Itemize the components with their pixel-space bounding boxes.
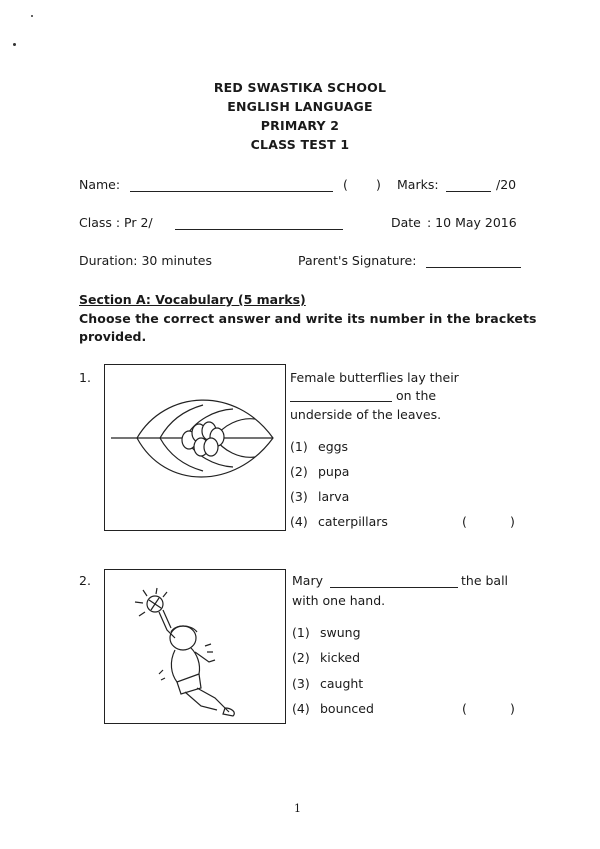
- section-title: Section A: Vocabulary (5 marks): [79, 292, 306, 307]
- register-bracket-open: (: [343, 177, 348, 192]
- option[interactable]: [292, 676, 363, 691]
- option[interactable]: [290, 514, 388, 529]
- option[interactable]: [292, 625, 361, 640]
- option-text: caterpillars: [318, 514, 388, 529]
- answer-bracket-close[interactable]: ): [510, 514, 515, 529]
- option-number: (1): [292, 625, 310, 640]
- question-text-line2: with one hand.: [292, 593, 386, 608]
- option-number: (4): [290, 514, 308, 529]
- option-number: (2): [290, 464, 308, 479]
- option-text: swung: [320, 625, 361, 640]
- section-instruction-line1: Choose the correct answer and write its number in the brackets: [79, 311, 537, 326]
- question-number: 2.: [79, 573, 91, 588]
- option-number: (1): [290, 439, 308, 454]
- question-text-line2: on the: [396, 388, 437, 403]
- option-number: (3): [290, 489, 308, 504]
- answer-blank[interactable]: [290, 401, 392, 402]
- page-number: 1: [294, 802, 301, 815]
- question-text-line1-end: the ball: [461, 573, 509, 588]
- option-text: larva: [318, 489, 350, 504]
- option-text: pupa: [318, 464, 350, 479]
- name-label: Name:: [79, 177, 121, 192]
- class-label: Class : Pr 2/: [79, 215, 153, 230]
- answer-blank[interactable]: [330, 587, 458, 588]
- test-title: CLASS TEST 1: [250, 137, 350, 152]
- answer-bracket-close[interactable]: ): [510, 701, 515, 716]
- question-text-line3: underside of the leaves.: [290, 407, 442, 422]
- question-text-line1: Female butterflies lay their: [290, 370, 459, 385]
- class-field[interactable]: [175, 229, 343, 230]
- boy-catching-ball-illustration: [105, 570, 285, 723]
- marks-field[interactable]: [446, 191, 491, 192]
- school-name: RED SWASTIKA SCHOOL: [213, 80, 387, 95]
- marks-label: Marks:: [397, 177, 439, 192]
- date-value: : 10 May 2016: [427, 215, 517, 230]
- question-number: 1.: [79, 370, 91, 385]
- signature-label: Parent's Signature:: [298, 253, 417, 268]
- scan-speck: [13, 43, 16, 46]
- option-number: (3): [292, 676, 310, 691]
- name-field[interactable]: [130, 191, 333, 192]
- option[interactable]: [290, 439, 348, 454]
- marks-total: /20: [496, 177, 517, 192]
- answer-bracket-open[interactable]: (: [462, 514, 467, 529]
- option-text: bounced: [320, 701, 374, 716]
- level-title: PRIMARY 2: [260, 118, 340, 133]
- option[interactable]: [292, 650, 360, 665]
- question-text-line1-start: Mary: [292, 573, 323, 588]
- register-bracket-close: ): [376, 177, 381, 192]
- signature-field[interactable]: [426, 267, 521, 268]
- date-label: Date: [391, 215, 421, 230]
- question-image-frame: [104, 364, 286, 531]
- section-instruction-line2: provided.: [79, 329, 147, 344]
- duration-text: Duration: 30 minutes: [79, 253, 212, 268]
- option[interactable]: [292, 701, 374, 716]
- scan-speck: [31, 15, 33, 17]
- option-number: (4): [292, 701, 310, 716]
- subject-title: ENGLISH LANGUAGE: [227, 99, 373, 114]
- option[interactable]: [290, 489, 349, 504]
- answer-bracket-open[interactable]: (: [462, 701, 467, 716]
- option-text: caught: [320, 676, 364, 691]
- option-number: (2): [292, 650, 310, 665]
- option[interactable]: [290, 464, 349, 479]
- question-image-frame: [104, 569, 286, 724]
- option-text: kicked: [320, 650, 361, 665]
- leaf-with-eggs-illustration: [105, 365, 285, 530]
- option-text: eggs: [318, 439, 349, 454]
